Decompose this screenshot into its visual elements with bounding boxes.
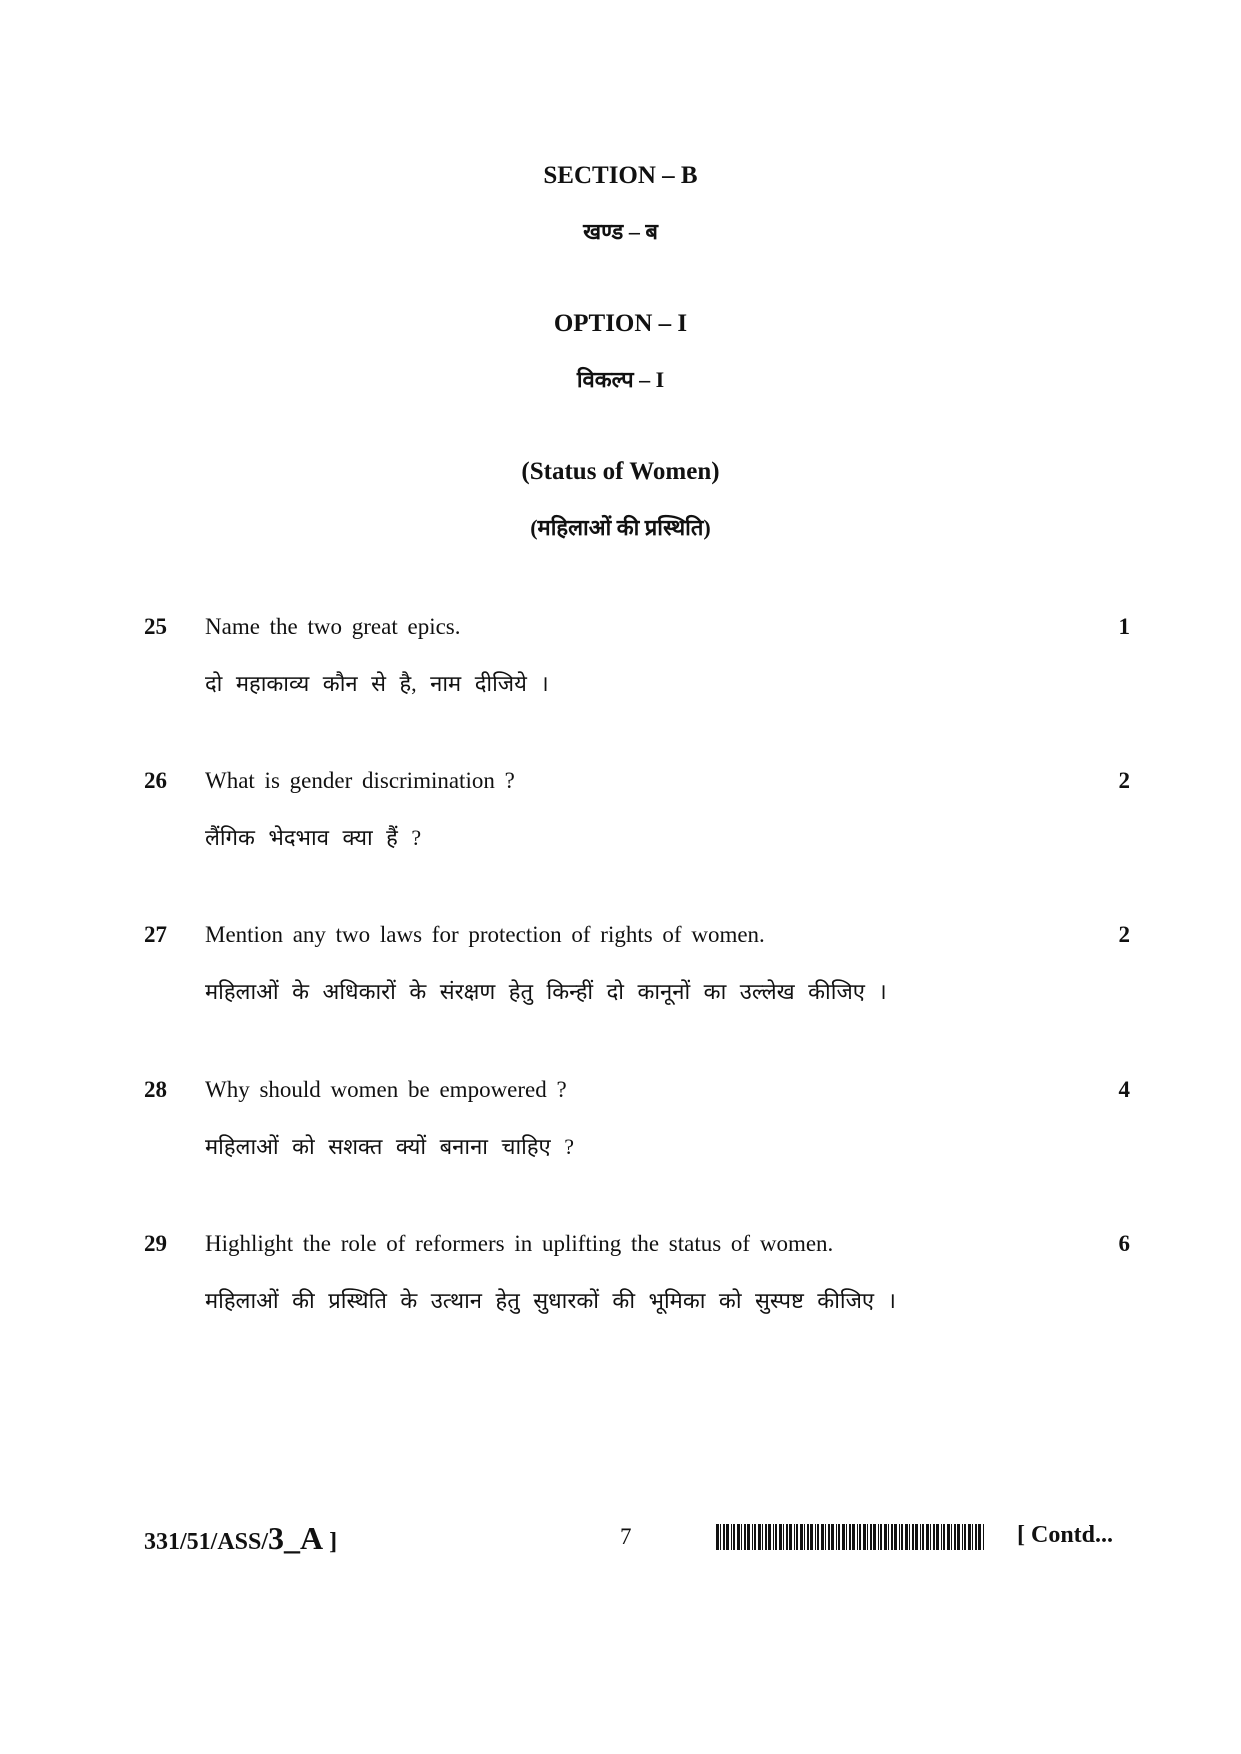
- question-marks: 1: [1118, 614, 1130, 639]
- question-number: 27: [144, 922, 167, 947]
- option-heading: OPTION – I: [553, 310, 688, 337]
- question-number: 28: [144, 1077, 167, 1102]
- topic-heading-hindi: (महिलाओं की प्रस्थिति): [530, 515, 711, 540]
- question-text: Name the two great epics.: [205, 614, 461, 639]
- question-text: What is gender discrimination ?: [205, 768, 515, 793]
- question-text: Why should women be empowered ?: [205, 1077, 567, 1102]
- question-marks: 2: [1118, 922, 1130, 947]
- page-footer: [0, 1520, 1241, 1560]
- question-number: 29: [144, 1231, 167, 1256]
- contd-label: [ Contd...: [1017, 1522, 1114, 1548]
- question-text-hindi: लैंगिक भेदभाव क्या हैं ?: [205, 825, 422, 850]
- question-number: 25: [144, 614, 167, 639]
- question-text-hindi: दो महाकाव्य कौन से है, नाम दीजिये ।: [205, 671, 549, 696]
- barcode-icon: [716, 1524, 986, 1550]
- question-text: Highlight the role of reformers in uplifting the status of women.: [205, 1231, 834, 1256]
- page-number: 7: [620, 1524, 632, 1549]
- paper-code: 331/51/ASS/3_A ]: [144, 1520, 338, 1556]
- question-text-hindi: महिलाओं की प्रस्थिति के उत्थान हेतु सुधारकों की भूमिका को सुस्पष्ट कीजिए ।: [205, 1288, 896, 1313]
- topic-heading: (Status of Women): [521, 458, 720, 485]
- section-heading-hindi: खण्ड – ब: [583, 219, 658, 244]
- section-heading: SECTION – B: [543, 162, 698, 189]
- question-marks: 4: [1118, 1077, 1130, 1102]
- question-text-hindi: महिलाओं के अधिकारों के संरक्षण हेतु किन्हीं दो कानूनों का उल्लेख कीजिए ।: [205, 979, 887, 1004]
- question-text: Mention any two laws for protection of rights of women.: [205, 922, 765, 947]
- question-marks: 2: [1118, 768, 1130, 793]
- question-number: 26: [144, 768, 167, 793]
- option-heading-hindi: विकल्प – I: [576, 367, 665, 392]
- question-text-hindi: महिलाओं को सशक्त क्यों बनाना चाहिए ?: [205, 1134, 574, 1159]
- question-marks: 6: [1118, 1231, 1130, 1256]
